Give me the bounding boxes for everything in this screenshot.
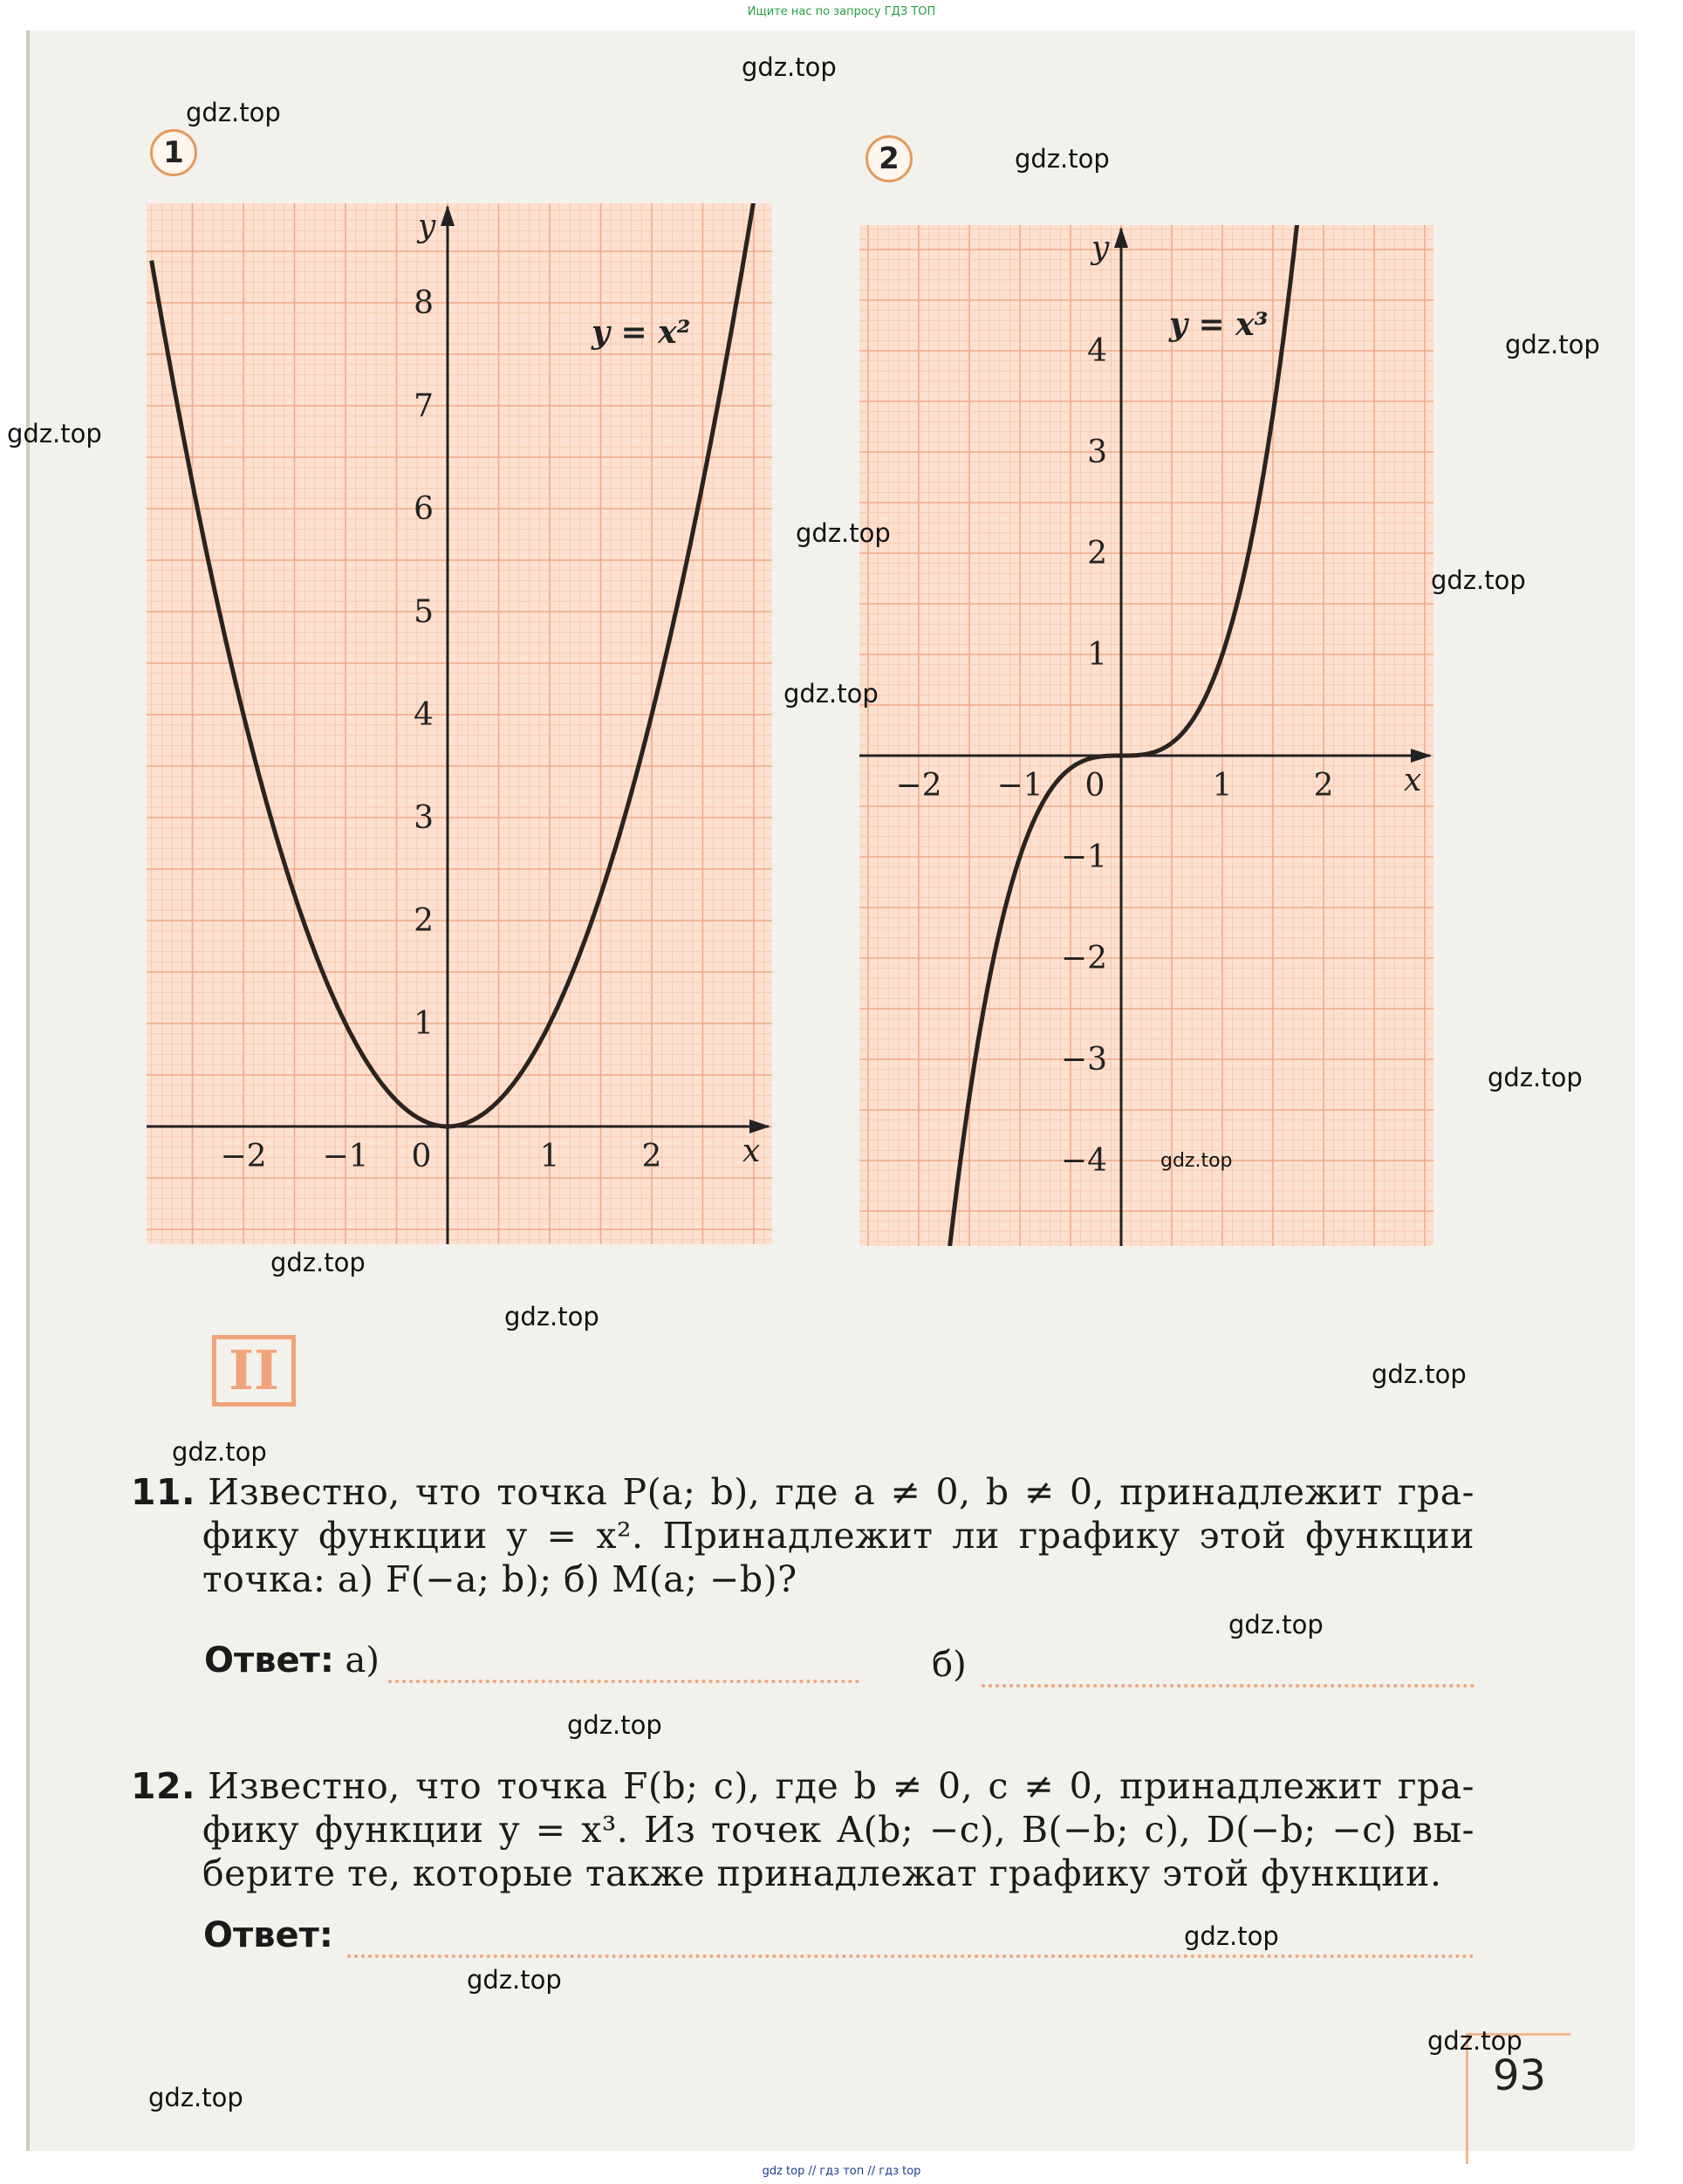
footer-note: gdz top // гдз топ // гдз top — [762, 2165, 921, 2178]
watermark: gdz.top — [1160, 1150, 1233, 1172]
answer-a-label: а) — [345, 1640, 380, 1681]
watermark: gdz.top — [1228, 1610, 1324, 1640]
watermark: gdz.top — [1427, 2026, 1522, 2056]
watermark: gdz.top — [1505, 330, 1600, 359]
watermark: gdz.top — [7, 419, 102, 448]
task-12-line-1 — [131, 1764, 1474, 1808]
y-tick-label: −1 — [1060, 839, 1107, 875]
y-tick-label: 4 — [1087, 333, 1107, 369]
y-tick-label: 3 — [414, 800, 434, 836]
watermark: gdz.top — [467, 1965, 562, 1995]
y-tick-label: 2 — [414, 903, 434, 939]
y-tick-label: −3 — [1060, 1042, 1107, 1078]
task-12-number: 12. — [131, 1765, 196, 1807]
x-tick-label: −1 — [322, 1139, 369, 1174]
graph-2-badge: 2 — [865, 135, 913, 182]
y-tick-label: 2 — [1087, 536, 1107, 572]
graph-2-svg — [859, 225, 1433, 1246]
x-tick-label: −2 — [220, 1139, 267, 1174]
y-axis-arrow — [441, 205, 455, 226]
task-11-number: 11. — [131, 1471, 196, 1513]
task-11-line-3: точка: а) F(−a; b); б) M(a; −b)? — [202, 1558, 797, 1600]
x-tick-label: −2 — [895, 768, 942, 804]
graph-1-parabola — [147, 203, 772, 1244]
x-tick-label: 1 — [539, 1139, 560, 1174]
watermark: gdz.top — [1431, 565, 1526, 595]
y-axis-arrow — [1114, 227, 1128, 248]
watermark: gdz.top — [504, 1302, 599, 1332]
graph-1-svg — [147, 203, 772, 1244]
answer-label-12: Ответ: — [203, 1915, 333, 1955]
curve-label: y = x² — [592, 314, 691, 351]
y-tick-label: 7 — [414, 388, 434, 424]
task-11-line-1 — [131, 1470, 1474, 1514]
y-tick-label: 4 — [414, 697, 434, 733]
watermark: gdz.top — [567, 1710, 662, 1740]
y-tick-label: −4 — [1060, 1143, 1107, 1179]
x-tick-label: 0 — [1084, 768, 1105, 804]
watermark: gdz.top — [796, 518, 891, 548]
x-axis-arrow — [749, 1119, 770, 1133]
watermark: gdz.top — [742, 52, 837, 82]
graph-1-badge: 1 — [150, 129, 197, 176]
task-11 — [131, 1470, 1474, 1601]
curve-label: y = x³ — [1169, 306, 1269, 343]
x-tick-label: 2 — [641, 1139, 662, 1174]
page-number: 93 — [1466, 2033, 1570, 2164]
task-12-answer — [203, 1915, 333, 1955]
watermark: gdz.top — [783, 679, 879, 709]
section-roman-numeral: II — [212, 1335, 296, 1407]
x-tick-label: 2 — [1313, 768, 1334, 804]
watermark: gdz.top — [172, 1437, 267, 1467]
watermark: gdz.top — [1488, 1063, 1583, 1092]
x-tick-label: −1 — [996, 768, 1043, 804]
task-12-text-1: Известно, что точка F(b; c), где b ≠ 0, c ≠ 0, принадлежит гра- — [208, 1765, 1474, 1807]
y-tick-label: 1 — [414, 1006, 434, 1042]
y-axis-label: y — [418, 209, 436, 244]
task-12-line-2: фику функции y = x³. Из точек A(b; −c), B(−b; c), D(−b; −c) вы- — [202, 1809, 1474, 1851]
x-tick-label: 0 — [411, 1139, 432, 1174]
y-tick-label: 8 — [414, 285, 434, 321]
x-tick-label: 1 — [1212, 768, 1233, 804]
watermark: gdz.top — [1015, 144, 1110, 174]
y-tick-label: 5 — [414, 594, 434, 630]
y-tick-label: 6 — [414, 491, 434, 527]
x-axis-label: x — [1404, 763, 1422, 798]
answer-12-field[interactable] — [347, 1955, 1474, 1958]
watermark: gdz.top — [1184, 1921, 1279, 1951]
answer-a-field[interactable] — [388, 1680, 859, 1683]
header-note: Ищите нас по запросу ГДЗ ТОП — [747, 5, 936, 18]
y-axis-label: y — [1091, 230, 1110, 266]
answer-label: Ответ: — [204, 1640, 334, 1681]
task-11-line-2: фику функции y = x². Принадлежит ли графику этой функции — [202, 1515, 1474, 1557]
watermark: gdz.top — [270, 1248, 366, 1277]
answer-b-field[interactable] — [982, 1684, 1474, 1688]
x-axis-arrow — [1411, 749, 1432, 763]
task-11-text-1: Известно, что точка P(a; b), где a ≠ 0, b ≠ 0, принадлежит гра- — [208, 1471, 1474, 1513]
watermark: gdz.top — [148, 2083, 243, 2112]
watermark: gdz.top — [186, 98, 281, 127]
y-tick-label: −2 — [1060, 941, 1107, 976]
watermark: gdz.top — [1372, 1359, 1467, 1389]
task-12-line-3: берите те, которые также принадлежат графику этой функции. — [202, 1852, 1442, 1894]
task-12 — [131, 1764, 1474, 1895]
answer-b-label: б) — [932, 1645, 967, 1685]
x-axis-label: x — [742, 1133, 761, 1169]
graph-2-cubic — [859, 225, 1433, 1246]
task-11-answer-a — [204, 1640, 380, 1681]
y-tick-label: 1 — [1087, 637, 1107, 673]
y-tick-label: 3 — [1087, 435, 1107, 470]
